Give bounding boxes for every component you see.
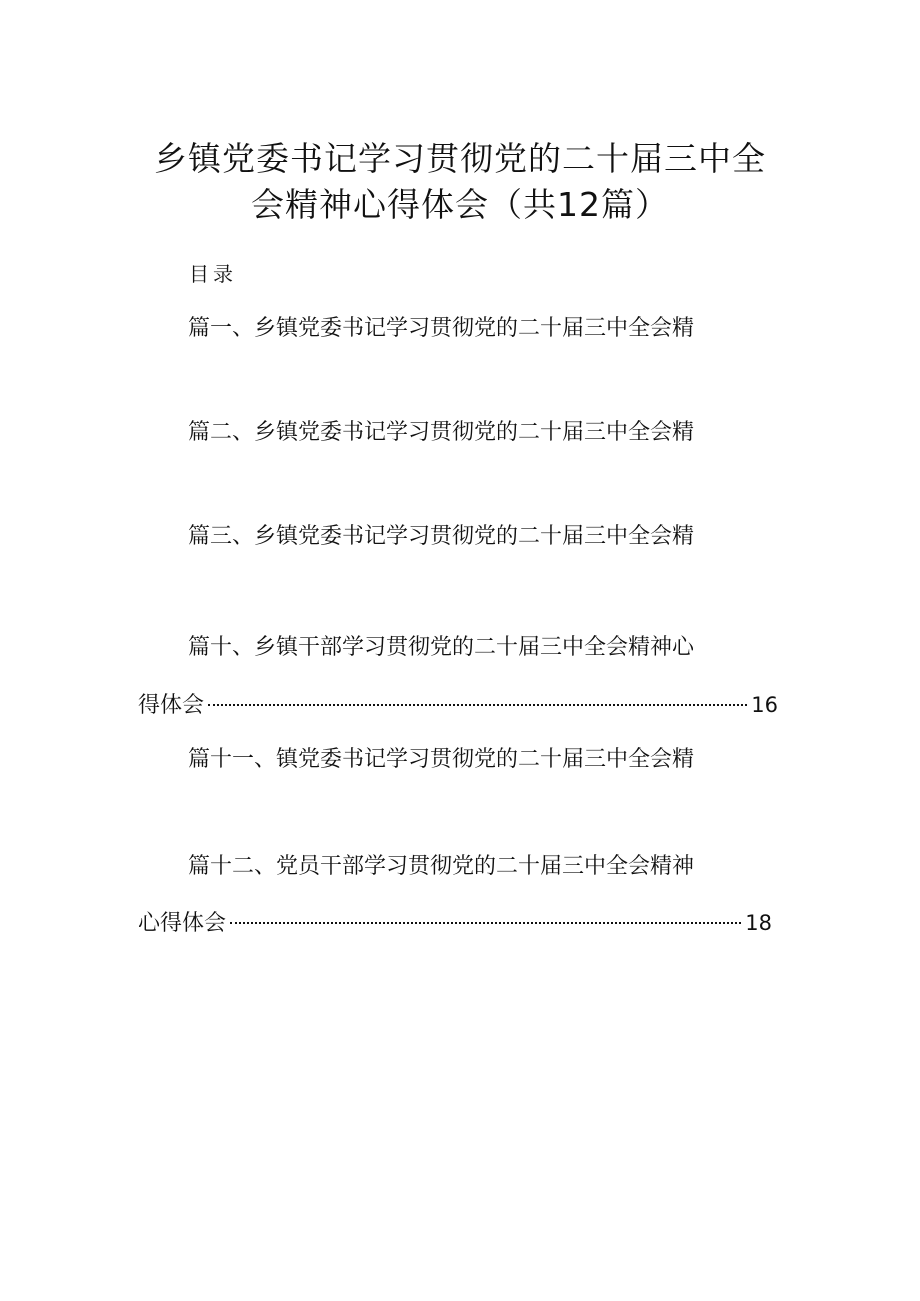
title-line-2: 会精神心得体会（共12篇） xyxy=(251,185,669,224)
dot-leader xyxy=(230,922,741,924)
toc-entry-3[interactable]: 篇三、乡镇党委书记学习贯彻党的二十届三中全会精 xyxy=(188,524,695,549)
title-line-1: 乡镇党委书记学习贯彻党的二十届三中全 xyxy=(154,139,766,178)
toc-entry-10-page: 16 xyxy=(751,693,778,717)
toc-entry-12-page: 18 xyxy=(745,911,772,935)
toc-entry-2[interactable]: 篇二、乡镇党委书记学习贯彻党的二十届三中全会精 xyxy=(188,420,695,445)
toc-entry-10-continuation[interactable] xyxy=(138,690,778,721)
toc-entry-1[interactable]: 篇一、乡镇党委书记学习贯彻党的二十届三中全会精 xyxy=(188,316,695,341)
toc-entry-10[interactable]: 篇十、乡镇干部学习贯彻党的二十届三中全会精神心 xyxy=(188,635,695,660)
document-title xyxy=(0,136,920,228)
toc-entry-12[interactable]: 篇十二、党员干部学习贯彻党的二十届三中全会精神 xyxy=(188,854,695,879)
toc-entry-12-continuation[interactable] xyxy=(138,908,772,939)
toc-heading: 目录 xyxy=(189,262,237,286)
toc-entry-10-continuation-text: 得体会 xyxy=(138,693,205,718)
toc-entry-12-continuation-text: 心得体会 xyxy=(138,911,227,936)
toc-entry-11[interactable]: 篇十一、镇党委书记学习贯彻党的二十届三中全会精 xyxy=(188,747,695,772)
dot-leader xyxy=(208,704,747,706)
